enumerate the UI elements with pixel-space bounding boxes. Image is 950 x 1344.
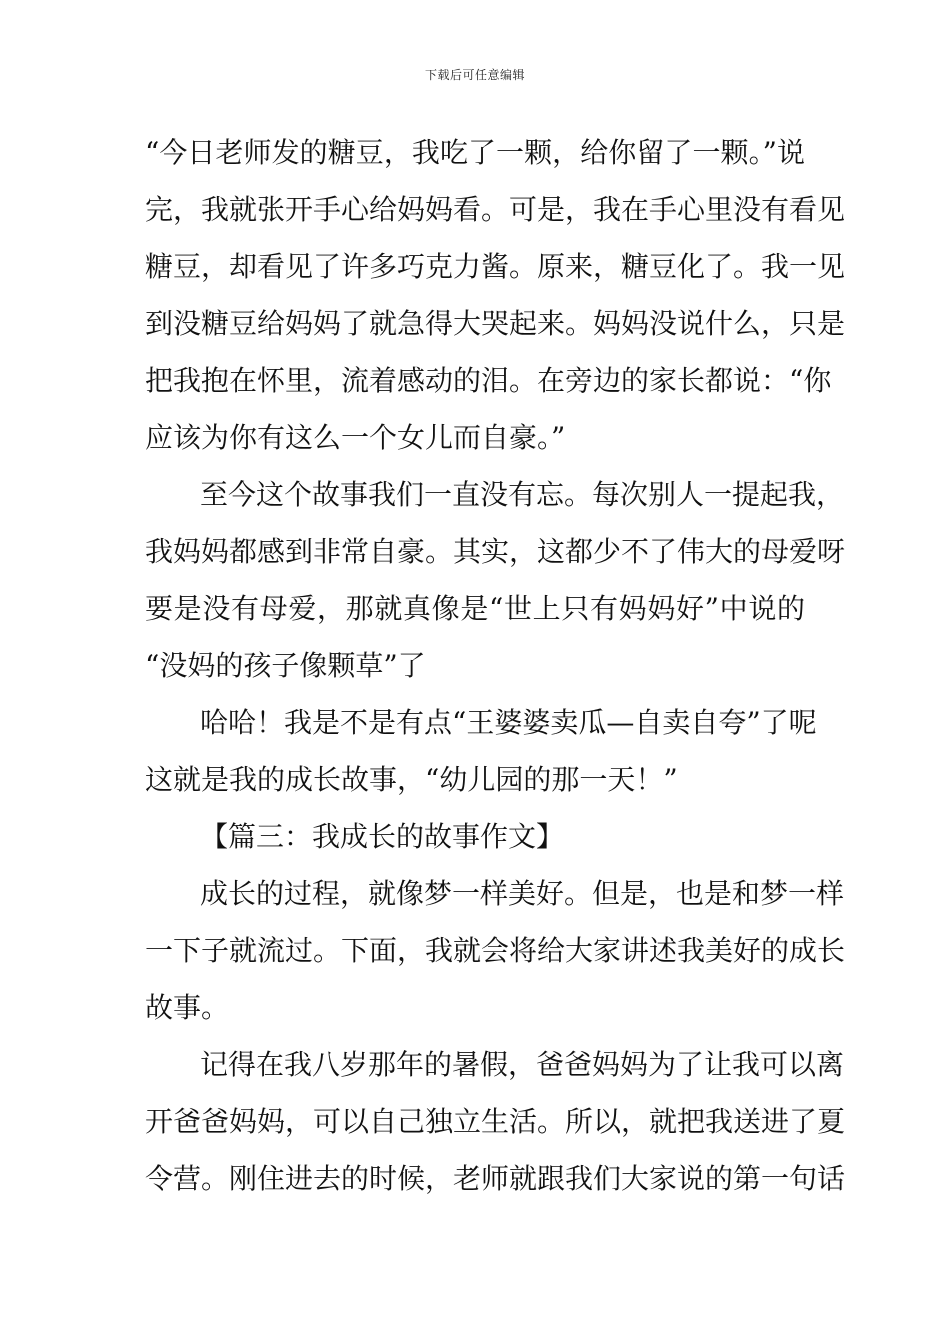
text-line: 记得在我八岁那年的暑假，爸爸妈妈为了让我可以离 xyxy=(200,1048,845,1081)
text-line: 要是没有母爱，那就真像是“世上只有妈妈好”中说的 xyxy=(145,592,805,625)
text-line: 完，我就张开手心给妈妈看。可是，我在手心里没有看见 xyxy=(145,193,846,226)
text-line: 糖豆，却看见了许多巧克力酱。原来，糖豆化了。我一见 xyxy=(145,250,846,283)
text-line: 至今这个故事我们一直没有忘。每次别人一提起我， xyxy=(200,478,845,511)
section-heading: 【篇三：我成长的故事作文】 xyxy=(200,820,565,853)
text-line: 这就是我的成长故事，“幼儿园的那一天！” xyxy=(145,763,678,796)
text-line: 故事。 xyxy=(145,991,230,1024)
text-line: 一下子就流过。下面，我就会将给大家讲述我美好的成长 xyxy=(145,934,846,967)
text-line: 应该为你有这么一个女儿而自豪。” xyxy=(145,421,566,454)
text-line: “今日老师发的糖豆，我吃了一颗，给你留了一颗。”说 xyxy=(145,136,805,169)
text-line: 把我抱在怀里，流着感动的泪。在旁边的家长都说：“你 xyxy=(145,364,832,397)
text-line: “没妈的孩子像颗草”了 xyxy=(145,649,426,682)
text-line: 成长的过程，就像梦一样美好。但是，也是和梦一样 xyxy=(200,877,845,910)
text-line: 开爸爸妈妈，可以自己独立生活。所以，就把我送进了夏 xyxy=(145,1105,846,1138)
text-line: 到没糖豆给妈妈了就急得大哭起来。妈妈没说什么，只是 xyxy=(145,307,846,340)
text-line: 哈哈！我是不是有点“王婆婆卖瓜—自卖自夸”了呢 xyxy=(200,706,817,739)
text-line: 令营。刚住进去的时候，老师就跟我们大家说的第一句话 xyxy=(145,1162,846,1195)
page-header: 下载后可任意编辑 xyxy=(424,68,525,82)
text-line: 我妈妈都感到非常自豪。其实，这都少不了伟大的母爱呀 xyxy=(145,535,846,568)
